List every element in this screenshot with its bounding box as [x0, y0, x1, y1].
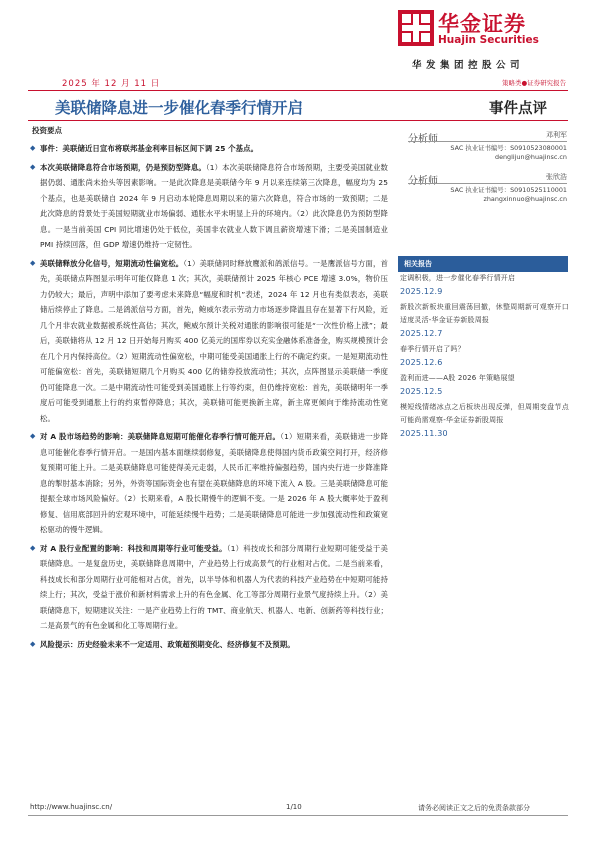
strategy-tag: 策略类●证券研究报告 [502, 79, 567, 87]
group-name: 华发集团控股公司 [412, 60, 525, 71]
huajin-logo-icon [398, 10, 434, 46]
diamond-bullet-icon: ◆ [30, 543, 36, 552]
analyst-name: 张欣浩 [546, 173, 567, 181]
analyst-card [398, 167, 571, 209]
analyst-label: 分析师 [408, 134, 438, 145]
analyst-card [398, 125, 571, 167]
analyst-divider [408, 183, 567, 184]
logo-cn-text: 华金证券 [438, 12, 526, 36]
related-report-date: 2025.12.9 [400, 287, 443, 296]
related-report-date: 2025.12.5 [400, 387, 443, 396]
analyst-sac: SAC 执业证书编号：S0910525110001 [450, 186, 567, 194]
bullet-expectation [30, 160, 388, 253]
related-report-title[interactable]: 盈利而进——A股 2026 年策略展望 [400, 374, 515, 382]
bullet-lead: 风险提示：历史经验未来不一定适用、政策超预期变化、经济修复不及预期。 [40, 639, 295, 649]
diamond-bullet-icon: ◆ [30, 258, 36, 267]
bullet-text: （1）本次美联储降息符合市场预期，主要受美国就业数据仍弱、通胀尚未抬头等因素影响。一是此次降息是美联储今年 9 月以来连续第三次降息，幅度均为 25 个基点，也是美联储自 2024 年 9 月启动本轮降息周期以来的第六次降息，符合市场的一致预期；二是此次降息的背景处于美国短期就业市场偏弱、通胀水平未明显上升的环境内。（2）此次降息仍为预防型降息。一是当前美国 CPI 同比增速仍处于低位，美国非农就业人数下调且薪资增速下滑；二是美国制造业 PMI 持续回落，但 GDP 增速仍维持一定韧性。 [40, 162, 388, 249]
analyst-email[interactable]: denglijun@huajinsc.cn [495, 153, 567, 161]
bullet-risk [30, 637, 388, 653]
diamond-bullet-icon: ◆ [30, 639, 36, 648]
analyst-email[interactable]: zhangxinnuo@huajinsc.cn [483, 195, 567, 203]
page-number: 1/10 [286, 803, 302, 811]
header-divider [28, 90, 568, 91]
bullet-text: （1）科技成长和部分周期行业短期可能受益于美联储降息。一是复盘历史，美联储降息周期中，产业趋势上行成高景气的行业相对占优。二是当前来看，科技成长和部分周期行业可能相对占优，首先，以半导体和机器人为代表的科技产业趋势在中短期可能持续上行；其次，受益于涨价和新材料需求上升的有色金属、化工等部分周期行业景气度持续上升。（2）美联储降息下，短期建议关注：一是产业趋势上行的 TMT、商业航天、机器人、电新、创新药等科技行业；二是高景气的有色金属和化工等周期行业。 [40, 543, 388, 630]
logo-en-text: Huajin Securities [438, 34, 539, 46]
related-report-date: 2025.12.6 [400, 358, 443, 367]
related-report-title[interactable]: 春季行情开启了吗？ [400, 345, 465, 353]
bullet-lead: 对 A 股市场趋势的影响：美联储降息短期可能催化春季行情可能开启。 [40, 432, 281, 441]
page-title: 美联储降息进一步催化春季行情开启 [55, 99, 304, 117]
bullet-lead: 对 A 股行业配置的影响：科技和周期等行业可能受益。 [40, 543, 227, 553]
related-report-title[interactable]: 模短线情绪冰点之后板块出现反弹，但周期变盘节点可能尚需观察-华金证券新股周报 [400, 403, 569, 424]
bullet-lead: 本次美联储降息符合市场预期，仍是预防型降息。 [40, 162, 206, 172]
analyst-divider [408, 141, 567, 142]
footer-disclaimer: 请务必阅读正文之后的免责条款部分 [418, 804, 530, 812]
related-report-item[interactable] [398, 343, 571, 369]
footer-divider [28, 815, 568, 816]
diamond-bullet-icon: ◆ [30, 432, 36, 440]
analyst-label: 分析师 [408, 176, 438, 187]
sidebar [398, 125, 571, 440]
related-report-date: 2025.11.30 [400, 429, 448, 438]
footer-url-link[interactable]: http://www.huajinsc.cn/ [30, 803, 113, 811]
related-reports-header: 相关报告 [398, 256, 568, 272]
related-report-title[interactable]: 定调积极，进一步催化春季行情开启 [400, 274, 516, 282]
bullet-text: （1）短期来看，美联储进一步降息可能催化春季行情开启。一是国内基本面继续弱修复，美联储降息使得国内货币政策空间打开，经济修复预期可能上升。二是美联储降息可能使得美元走弱，人民币汇率维持偏强趋势，国内央行进一步降准降息的掣肘基本消除；另外，外资等国际资金也有望在美联储降息的环境下流入 A 股。三是美联储降息可能提振全球市场风险偏好。（2）长期来看，A 股长期慢牛的逻辑不变。一是 2026 年 A 股大概率处于盈利修复、信用底部回升的宏观环境中，可能延续慢牛趋势；二是美联储降息可能进一步加强流动性和政策宽松驱动的慢牛逻辑。 [40, 432, 388, 534]
related-report-title[interactable]: 新股次新板块重回震荡回撤，休整周期新可观察开口适度灵活-华金证券新股周报 [400, 303, 569, 324]
related-report-date: 2025.12.7 [400, 329, 443, 338]
bullet-sector-allocation [30, 541, 388, 634]
title-divider [28, 120, 568, 121]
analyst-name: 邓利军 [546, 131, 567, 139]
bullet-event [30, 141, 388, 157]
related-report-item[interactable] [398, 301, 571, 340]
report-date: 2025 年 12 月 11 日 [62, 79, 161, 89]
bullet-lead: 事件：美联储近日宣布将联邦基金利率目标区间下调 25 个基点。 [40, 144, 259, 153]
bullet-text: （1）美联储同时释放鹰派和鸽派信号。一是鹰派信号方面，首先，美联储点阵图显示明年可能仅降息 1 次；其次，美联储预计 2025 年核心 PCE 增速 3.0%，物价压力仍较大；最后，声明中添加了要考虑未来降息“幅度和时机”表述，2024 年 12 月也有类似表态，美联储后续停止了降息。二是鸽派信号方面，首先，鲍威尔表示劳动力市场逐步降温且存在显著下行风险，近几个月非农就业数据被系统性高估；其次，鲍威尔预计关税对通胀的影响很可能是“一次性价格上涨”；最后，美联储将从 12 月 12 日开始每月购买 400 亿美元的国库券以充实金融体系准备金，购买规模预计会在几个月内保持高位。（2）短期流动性偏宽松，中期可能受美国通胀上行的不确定约束。一是短期流动性可能偏宽松：首先，美联储短期几个月购买 400 亿的储券投放流动性；其次，点阵图显示美联储一季度仍可能降息一次。二是中期流动性可能受到美国通胀上行等约束，但仍维持宽松：首先，美联储明年一季度后可能受到通胀上行的约束暂停降息；其次，美联储可能更换新主席，新主席更倾向于维持流动性宽松。 [40, 258, 388, 423]
related-report-item[interactable] [398, 272, 571, 298]
related-report-item[interactable] [398, 401, 571, 440]
bullet-signals [30, 256, 388, 427]
diamond-bullet-icon: ◆ [30, 144, 36, 152]
points-title: 投资要点 [32, 126, 62, 135]
diamond-bullet-icon: ◆ [30, 162, 36, 171]
report-type: 事件点评 [489, 101, 547, 117]
bullet-a-share-trend [30, 429, 388, 538]
related-report-item[interactable] [398, 372, 571, 398]
bullet-lead: 美联储释放分化信号，短期流动性偏宽松。 [40, 258, 184, 268]
main-content [30, 125, 388, 655]
analyst-sac: SAC 执业证书编号：S0910523080001 [450, 144, 567, 152]
